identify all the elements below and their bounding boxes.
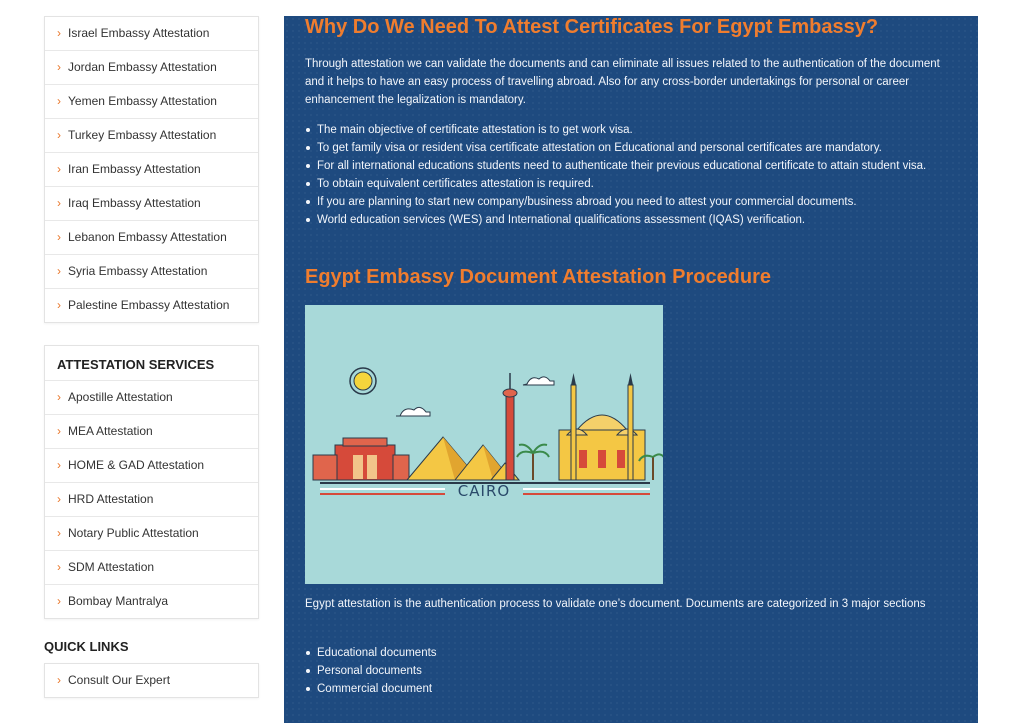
section1-bullets xyxy=(305,121,965,229)
cairo-label: CAIRO xyxy=(457,482,511,500)
cairo-illustration xyxy=(305,305,663,584)
bullet-item: The main objective of certificate attestation is to get work visa. xyxy=(305,121,965,139)
bullet-item: World education services (WES) and International qualifications assessment (IQAS) verification. xyxy=(305,211,965,229)
quick-links-heading: QUICK LINKS xyxy=(44,639,129,654)
quick-link-item-label: Consult Our Expert xyxy=(68,673,171,687)
bullet-item: Personal documents xyxy=(305,662,965,680)
cairo-skyline-icon xyxy=(305,305,663,584)
embassy-link-item[interactable] xyxy=(45,289,258,322)
service-link-item[interactable] xyxy=(45,449,258,483)
chevron-right-icon: › xyxy=(57,230,61,244)
bullet-item: If you are planning to start new company/business abroad you need to attest your commercial documents. xyxy=(305,193,965,211)
chevron-right-icon: › xyxy=(57,594,61,608)
service-link-item-label: HOME & GAD Attestation xyxy=(68,458,205,472)
service-link-item[interactable] xyxy=(45,585,258,618)
section1-paragraph: Through attestation we can validate the documents and can eliminate all issues related to the authentication of the document and it helps to have an easy process of travelling abroad. Also for any cross-border undertakings for personal or career enhancement the legalization is mandatory. xyxy=(305,58,940,106)
quick-links-box xyxy=(44,663,259,698)
bullet-item: Educational documents xyxy=(305,644,965,662)
services-list xyxy=(45,381,258,618)
bullet-item: Commercial document xyxy=(305,680,965,698)
embassy-link-item-label: Syria Embassy Attestation xyxy=(68,264,208,278)
service-link-item-label: Bombay Mantralya xyxy=(68,594,169,608)
embassy-link-item-label: Yemen Embassy Attestation xyxy=(68,94,217,108)
service-link-item-label: MEA Attestation xyxy=(68,424,153,438)
embassy-link-item-label: Turkey Embassy Attestation xyxy=(68,128,217,142)
chevron-right-icon: › xyxy=(57,560,61,574)
section2-title: Egypt Embassy Document Attestation Procedure xyxy=(305,266,772,288)
bullet-item: To obtain equivalent certificates attestation is required. xyxy=(305,175,965,193)
section2-bullets xyxy=(305,644,965,698)
embassy-link-item-label: Israel Embassy Attestation xyxy=(68,26,210,40)
embassy-link-item-label: Jordan Embassy Attestation xyxy=(68,60,217,74)
chevron-right-icon: › xyxy=(57,673,61,687)
chevron-right-icon: › xyxy=(57,298,61,312)
chevron-right-icon: › xyxy=(57,424,61,438)
main-content xyxy=(284,16,978,723)
chevron-right-icon: › xyxy=(57,162,61,176)
quick-link-item[interactable] xyxy=(45,664,258,697)
chevron-right-icon: › xyxy=(57,128,61,142)
attestation-services-heading: ATTESTATION SERVICES xyxy=(45,346,258,381)
embassy-link-item[interactable] xyxy=(45,221,258,255)
service-link-item-label: HRD Attestation xyxy=(68,492,154,506)
section2-paragraph: Egypt attestation is the authentication process to validate one’s document. Documents are categorized in 3 major sections xyxy=(305,598,926,610)
embassy-link-item-label: Lebanon Embassy Attestation xyxy=(68,230,227,244)
service-link-item[interactable] xyxy=(45,483,258,517)
quick-links-list xyxy=(45,664,258,697)
embassy-link-item-label: Iran Embassy Attestation xyxy=(68,162,201,176)
service-link-item[interactable] xyxy=(45,551,258,585)
embassy-link-item[interactable] xyxy=(45,17,258,51)
chevron-right-icon: › xyxy=(57,264,61,278)
embassy-link-item-label: Iraq Embassy Attestation xyxy=(68,196,201,210)
embassy-link-item[interactable] xyxy=(45,153,258,187)
service-link-item[interactable] xyxy=(45,517,258,551)
embassy-link-item-label: Palestine Embassy Attestation xyxy=(68,298,230,312)
chevron-right-icon: › xyxy=(57,60,61,74)
embassy-list-box xyxy=(44,16,259,323)
chevron-right-icon: › xyxy=(57,390,61,404)
service-link-item-label: SDM Attestation xyxy=(68,560,155,574)
embassy-link-item[interactable] xyxy=(45,51,258,85)
service-link-item[interactable] xyxy=(45,381,258,415)
chevron-right-icon: › xyxy=(57,26,61,40)
service-link-item[interactable] xyxy=(45,415,258,449)
chevron-right-icon: › xyxy=(57,196,61,210)
chevron-right-icon: › xyxy=(57,94,61,108)
chevron-right-icon: › xyxy=(57,526,61,540)
embassy-link-item[interactable] xyxy=(45,85,258,119)
chevron-right-icon: › xyxy=(57,458,61,472)
embassy-link-item[interactable] xyxy=(45,255,258,289)
embassy-link-item[interactable] xyxy=(45,187,258,221)
attestation-services-box xyxy=(44,345,259,619)
bullet-item: For all international educations students need to authenticate their previous educational certificate to attain student visa. xyxy=(305,157,965,175)
section1-title: Why Do We Need To Attest Certificates For Egypt Embassy? xyxy=(305,16,879,38)
embassy-list xyxy=(45,17,258,322)
chevron-right-icon: › xyxy=(57,492,61,506)
bullet-item: To get family visa or resident visa certificate attestation on Educational and personal certificates are mandatory. xyxy=(305,139,965,157)
embassy-link-item[interactable] xyxy=(45,119,258,153)
service-link-item-label: Apostille Attestation xyxy=(68,390,173,404)
service-link-item-label: Notary Public Attestation xyxy=(68,526,199,540)
